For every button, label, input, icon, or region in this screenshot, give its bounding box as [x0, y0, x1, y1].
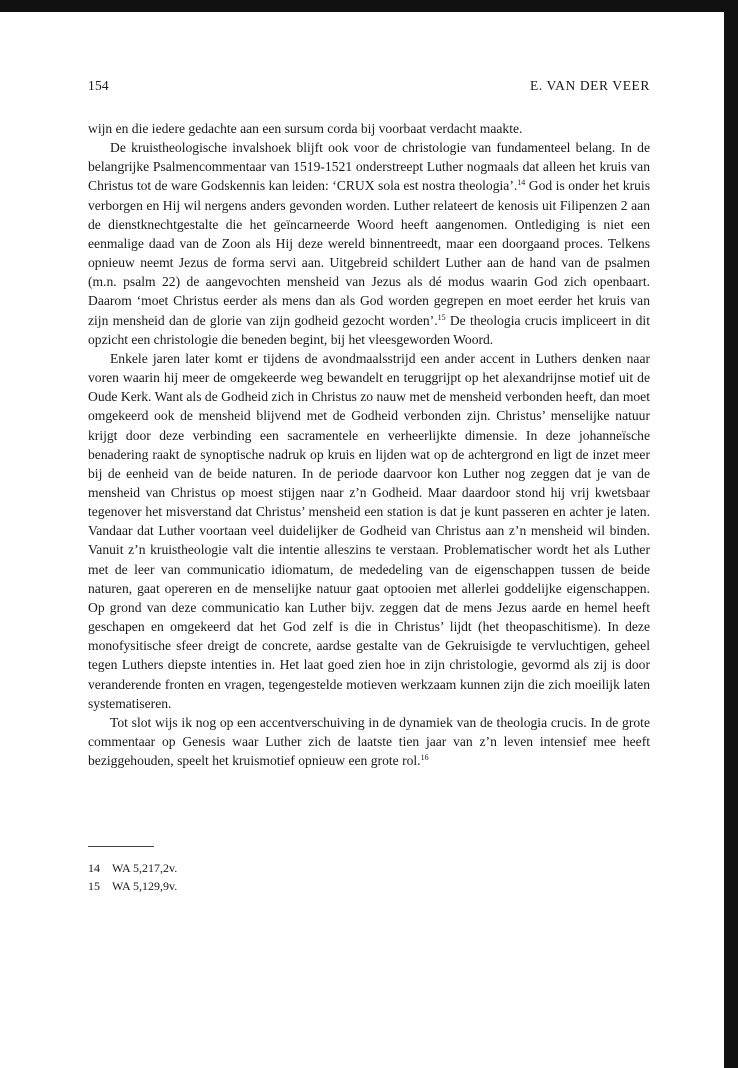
paragraph-2-part-c: De theologia crucis impliceert in dit opzicht een christologie die beneden begint, bij het vleesgeworden Woord. — [88, 312, 650, 347]
body-text — [88, 119, 650, 770]
footnote-text: WA 5,217,2v. — [112, 861, 178, 876]
footnote-item — [88, 877, 650, 895]
paragraph-2 — [88, 138, 650, 349]
paragraph-4-text: Tot slot wijs ik nog op een accentverschuiving in de dynamiek van de theologia crucis. In de grote commentaar op Genesis waar Luther zich de laatste tien jaar van z’n leven intensief mee heeft beziggehouden, speelt het kruismotief opnieuw een grote rol. — [88, 714, 650, 769]
paragraph-1: wijn en die iedere gedachte aan een sursum corda bij voorbaat verdacht maakte. — [88, 121, 523, 136]
paragraph-2-part-b: God is onder het kruis verborgen en Hij wil nergens anders gevonden worden. Luther relateert de kenosis uit Filipenzen 2 aan de dienstknechtgestalte die het geïncarneerde Woord heeft aangenomen. Ontlediging is niet een eenmalige daad van de Zoon als Hij deze wereld binnentreedt, maar een doorgaand proces. Telkens opnieuw neemt Jezus de forma servi aan. Uitgebreid schildert Luther aan de hand van de psalmen (m.n. psalm 22) de aangevochten mensheid van Jezus als dé modus waarin God zich openbaart. Daarom ‘moet Christus eerder als mens dan als God worden gegrepen en moet eerder het kruis van zijn mensheid dan de glorie van zijn godheid gezocht worden’. — [88, 178, 650, 328]
running-head-author: E. VAN DER VEER — [529, 78, 650, 93]
footnote-number: 15 — [88, 879, 100, 894]
paragraph-2-part-a: De kruistheologische invalshoek blijft ook voor de christologie van fundamenteel belang. In de belangrijke Psalmencommentaar van 1519-1521 onderstreept Luther nogmaals dat alleen het kruis van Christus tot de ware Godskennis kan leiden: ‘CRUX sola est nostra theologia’. — [88, 140, 650, 194]
footnote-text: WA 5,129,9v. — [112, 879, 178, 894]
footnote-item — [88, 859, 650, 877]
footnotes — [88, 859, 650, 895]
running-head — [88, 78, 650, 94]
page-number: 154 — [88, 78, 109, 93]
paragraph-4 — [88, 713, 650, 770]
footnote-ref-15: 15 — [437, 312, 446, 322]
footnote-number: 14 — [88, 861, 100, 876]
scan-right-border — [724, 0, 738, 1068]
footnote-rule — [88, 846, 154, 847]
footnote-ref-16: 16 — [420, 753, 429, 763]
footnote-ref-14: 14 — [517, 178, 526, 188]
paragraph-3: Enkele jaren later komt er tijdens de avondmaalsstrijd een ander accent in Luthers denken naar voren waarin hij meer de omgekeerde weg bewandelt en teruggrijpt op het alexandrijnse motief uit de Oude Kerk. Want als de Godheid zich in Christus zo nauw met de mensheid verbonden heeft, dan moet omgekeerd ook de mensheid blijvend met de Godheid verbonden zijn. Christus’ menselijke natuur krijgt door deze verbinding een sacramentele en verheerlijkte dimensie. In deze johanneïsche benadering raakt de synoptische nadruk op kruis en lijden wat op de achtergrond en ligt de inzet meer bij de eenheid van de beide naturen. In de periode daarvoor kon Luther nog zeggen dat je van de mensheid van Christus op moest stijgen naar z’n Godheid. Maar daardoor stond hij vrij kwetsbaar tegenover het misverstand dat Christus’ mensheid een station is dat je kunt passeren en achter je laten. Vandaar dat Luther voortaan veel duidelijker de Godheid van Christus aan z’n mensheid wil binden. Vanuit z’n kruistheologie valt die intentie alleszins te verstaan. Problematischer wordt het als Luther met de leer van communicatio idiomatum, de mededeling van de eigenschappen tussen de beide naturen, gaat opereren en de menselijke natuur gaat optooien met allerlei goddelijke eigenschappen. Op grond van deze communicatio kan Luther bijv. zeggen dat de mens Jezus aarde en hemel heeft geschapen en omgekeerd dat het God zelf is die in Christus’ lijdt (het theopaschitisme). In deze monofysitische sfeer dreigt de concrete, aardse gestalte van de Gekruisigde te vervluchtigen, geheel tegen Luthers diepste intenties in. Het laat goed zien hoe in zijn christologie, gevormd als zij is door veranderende fronten en vragen, tegengestelde motieven werkzaam kunnen zijn die zich moeilijk laten systematiseren. — [88, 350, 650, 711]
book-page — [88, 78, 650, 895]
scan-top-border — [0, 0, 738, 12]
